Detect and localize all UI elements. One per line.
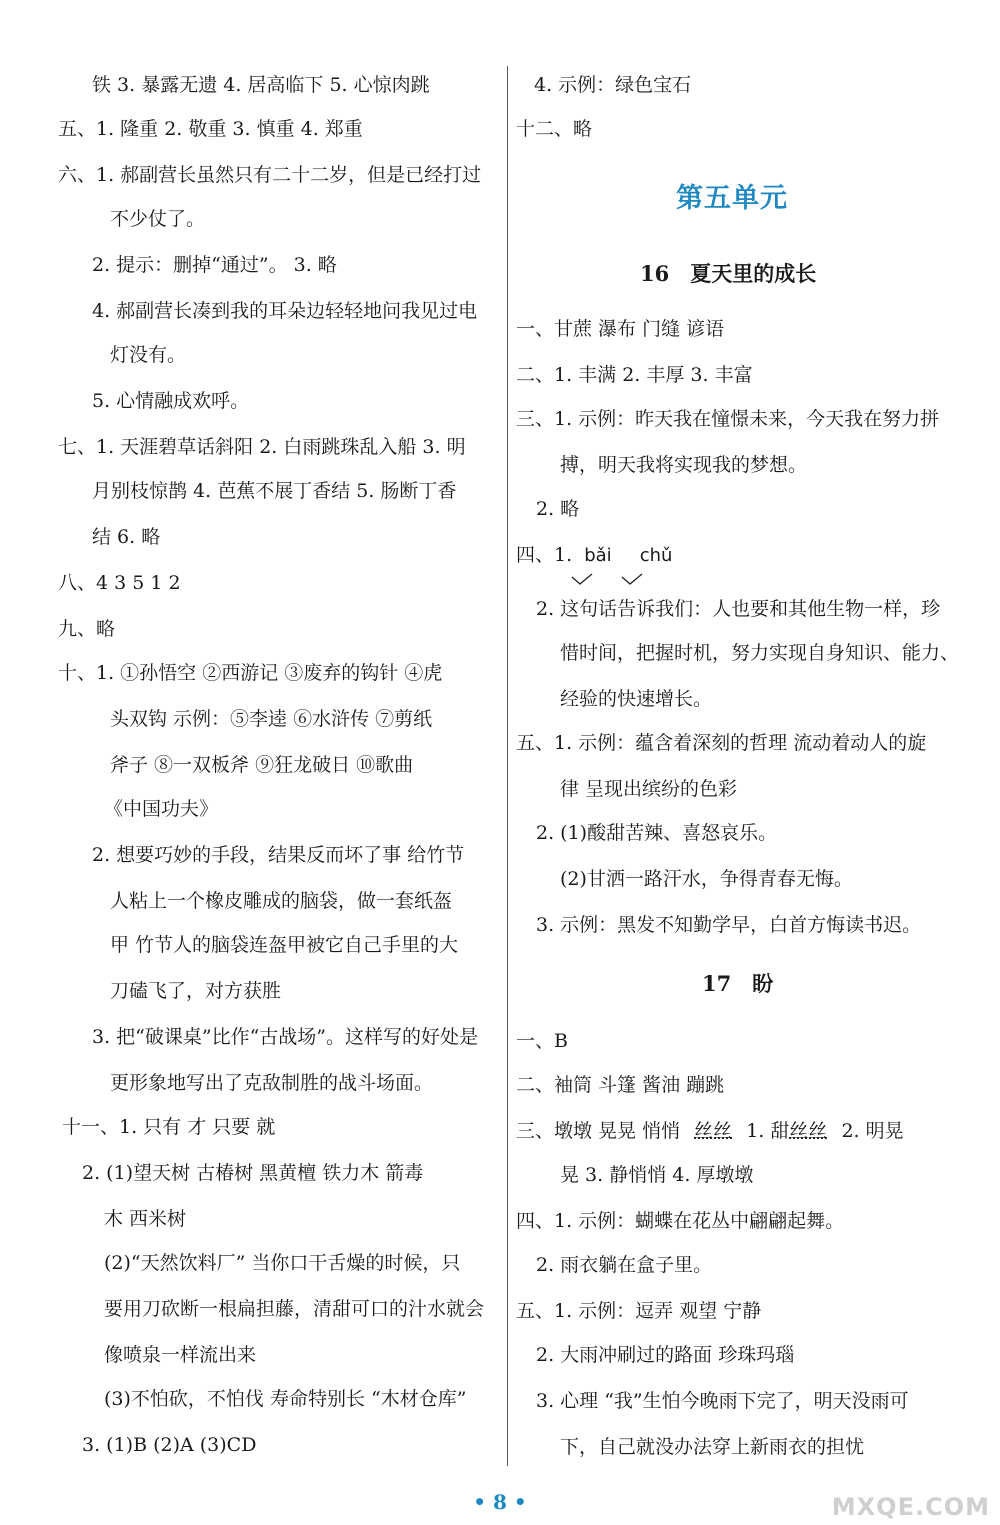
answer-line: 二、袖筒 斗篷 酱油 蹦跳	[516, 1074, 725, 1096]
answer-line: 十、1. ①孙悟空 ②西游记 ③废弃的钩针 ④虎	[58, 662, 443, 684]
answer-line: 4. 示例：绿色宝石	[534, 74, 692, 96]
answer-line: 五、1. 隆重 2. 敬重 3. 慎重 4. 郑重	[58, 118, 363, 140]
answer-line: 下，自己就没办法穿上新雨衣的担忧	[560, 1436, 865, 1458]
answer-line: 三、1. 示例：昨天我在憧憬未来，今天我在努力拼	[516, 408, 940, 430]
answer-line: 七、1. 天涯碧草话斜阳 2. 白雨跳珠乱入船 3. 明	[58, 436, 466, 458]
column-divider	[507, 66, 508, 1466]
answer-line: 更形象地写出了克敌制胜的战斗场面。	[110, 1072, 434, 1094]
pinyin-line	[516, 542, 672, 569]
answer-line: (3)不怕砍，不怕伐 寿命特别长 “木材仓库”	[104, 1388, 467, 1410]
answer-line: 八、4 3 5 1 2	[58, 572, 181, 594]
answer-line: 像喷泉一样流出来	[104, 1344, 257, 1366]
answer-line: 人粘上一个橡皮雕成的脑袋，做一套纸盔	[110, 890, 453, 912]
page-number: • 8 •	[473, 1490, 527, 1514]
answer-line: 2. 想要巧妙的手段，结果反而坏了事 给竹节	[92, 844, 465, 866]
answer-line: 九、略	[58, 618, 116, 640]
answer-text: 丝丝	[694, 1120, 733, 1142]
answer-line: 《中国功夫》	[104, 798, 219, 820]
answer-label: 四、1.	[516, 544, 573, 566]
answer-line	[516, 1118, 904, 1144]
answer-line: 要用刀砍断一根扁担藤，清甜可口的汁水就会	[104, 1298, 485, 1320]
lesson-title: 16 夏天里的成长	[640, 261, 817, 286]
answer-line: 六、1. 郝副营长虽然只有二十二岁，但是已经打过	[58, 164, 482, 186]
pinyin-option: bǎi	[584, 545, 612, 566]
answer-line: 一、甘蔗 瀑布 门缝 谚语	[516, 318, 725, 340]
answer-line: 律 呈现出缤纷的色彩	[560, 778, 738, 800]
answer-line: 3. 示例：黑发不知勤学早，白首方悔读书迟。	[536, 914, 922, 936]
answer-line: 5. 心情融成欢呼。	[92, 390, 250, 412]
answer-line: 晃 3. 静悄悄 4. 厚墩墩	[560, 1164, 754, 1186]
answer-line: 结 6. 略	[92, 526, 161, 548]
answer-line: 二、1. 丰满 2. 丰厚 3. 丰富	[516, 364, 753, 386]
answer-line: 2. (1)望天树 古椿树 黑黄檀 铁力木 箭毒	[82, 1162, 424, 1184]
check-icon	[570, 572, 594, 586]
answer-line: 3. 心理 “我”生怕今晚雨下完了，明天没雨可	[536, 1390, 909, 1412]
answer-line: 2. (1)酸甜苦辣、喜怒哀乐。	[536, 822, 778, 844]
answer-line: 3. (1)B (2)A (3)CD	[82, 1434, 257, 1456]
answer-line: 铁 3. 暴露无遗 4. 居高临下 5. 心惊肉跳	[92, 74, 430, 96]
answer-line: 刀磕飞了，对方获胜	[110, 980, 282, 1002]
answer-line: 惜时间，把握时机，努力实现自身知识、能力、	[560, 642, 960, 664]
answer-line: 2. 略	[536, 498, 580, 520]
pinyin-option: chǔ	[639, 545, 673, 566]
answer-text: 2. 明晃	[841, 1120, 904, 1142]
lesson-title: 17 盼	[702, 971, 774, 996]
watermark-logo: MXQE.COM	[831, 1493, 990, 1521]
answer-line: 头双钩 示例：⑤李逵 ⑥水浒传 ⑦剪纸	[110, 708, 433, 730]
answer-line: 四、1. 示例：蝴蝶在花丛中翩翩起舞。	[516, 1210, 845, 1232]
answer-line: 五、1. 示例：逗弄 观望 宁静	[516, 1300, 762, 1322]
answer-line: 灯没有。	[110, 344, 187, 366]
answer-line: (2)甘洒一路汗水，争得青春无悔。	[560, 868, 853, 890]
answer-line: 五、1. 示例：蕴含着深刻的哲理 流动着动人的旋	[516, 732, 927, 754]
answer-line: 十二、略	[516, 118, 593, 140]
answer-line: 十一、1. 只有 才 只要 就	[62, 1116, 276, 1138]
answer-line: 斧子 ⑧一双板斧 ⑨狂龙破日 ⑩歌曲	[110, 754, 414, 776]
answer-line: 月别枝惊鹊 4. 芭蕉不展丁香结 5. 肠断丁香	[92, 480, 457, 502]
answer-line: 一、B	[516, 1030, 568, 1052]
answer-line: 2. 这句话告诉我们：人也要和其他生物一样，珍	[536, 598, 941, 620]
answer-line: 3. 把“破课桌”比作“古战场”。这样写的好处是	[92, 1026, 479, 1048]
check-icon	[620, 572, 644, 586]
answer-text: 三、墩墩 晃晃 悄悄	[516, 1120, 681, 1142]
answer-line: 不少仗了。	[110, 208, 206, 230]
answer-text: 1. 甜	[746, 1120, 790, 1142]
answer-line: 木 西米树	[104, 1208, 187, 1230]
answer-line: 2. 大雨冲刷过的路面 珍珠玛瑙	[536, 1344, 795, 1366]
answer-text: 丝丝	[789, 1120, 828, 1142]
answer-line: 经验的快速增长。	[560, 688, 713, 710]
answer-line: 甲 竹节人的脑袋连盔甲被它自己手里的大	[110, 934, 459, 956]
answer-line: 2. 提示：删掉“通过”。 3. 略	[92, 254, 337, 276]
unit-title: 第五单元	[676, 183, 788, 214]
answer-line: 4. 郝副营长凑到我的耳朵边轻轻地问我见过电	[92, 300, 478, 322]
answer-line: 搏，明天我将实现我的梦想。	[560, 454, 808, 476]
answer-line: (2)“天然饮料厂” 当你口干舌燥的时候，只	[104, 1252, 461, 1274]
answer-line: 2. 雨衣躺在盒子里。	[536, 1254, 713, 1276]
